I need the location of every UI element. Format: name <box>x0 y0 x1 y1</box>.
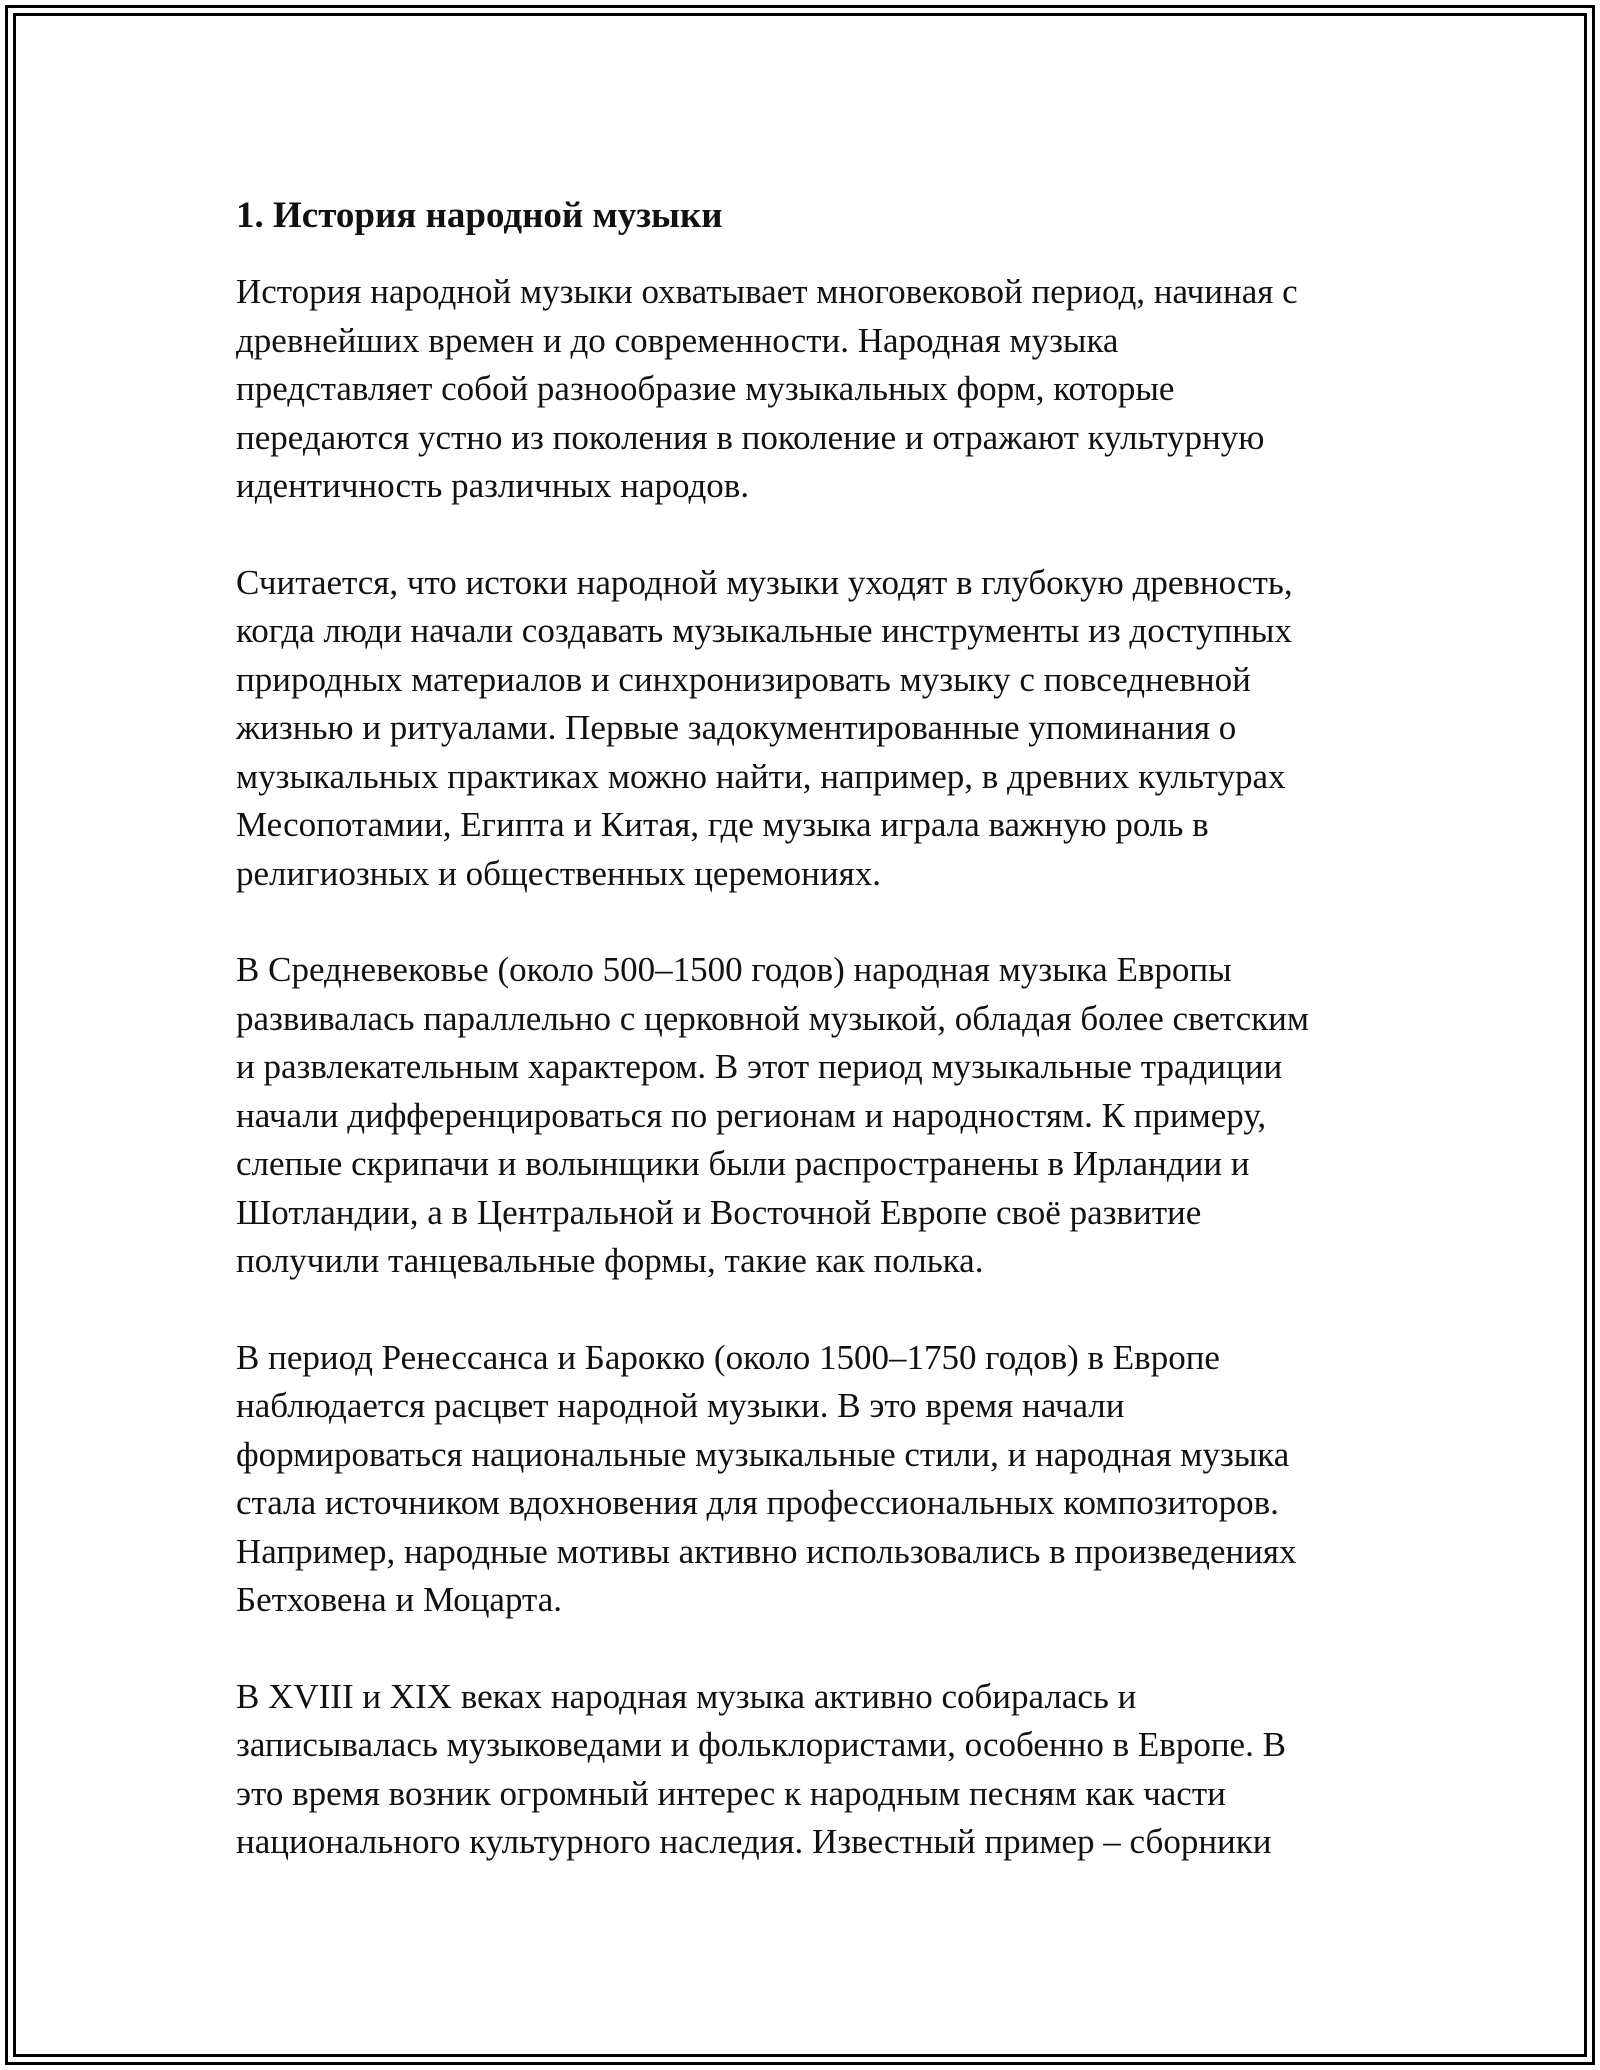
section-heading: 1. История народной музыки <box>236 195 723 236</box>
paragraph-5: В XVIII и XIX веках народная музыка активно собиралась и записывалась музыковедами и фольклористами, особенно в Европе. В это время возник огромный интерес к народным песням как части национального культурного наследия. Известный пример – сборники <box>236 1676 1286 1861</box>
document-body <box>236 188 1376 1915</box>
paragraph-1: История народной музыки охватывает многовековой период, начиная с древнейших времен и до современности. Народная музыка представляет собой разнообразие музыкальных форм, которые передаются устно из поколения в поколение и отражают культурную идентичность различных народов. <box>236 272 1298 505</box>
paragraph-2: Считается, что истоки народной музыки уходят в глубокую древность, когда люди начали создавать музыкальные инструменты из доступных природных материалов и синхронизировать музыку с повседневной жизнью и ритуалами. Первые задокументированные упоминания о музыкальных практиках можно найти, например, в древних культурах Месопотамии, Египта и Китая, где музыка играла важную роль в религиозных и общественных церемониях. <box>236 562 1293 893</box>
paragraph-3: В Средневековье (около 500–1500 годов) народная музыка Европы развивалась параллельно с церковной музыкой, обладая более светским и развлекательным характером. В этот период музыкальные традиции начали дифференцироваться по регионам и народностям. К примеру, слепые скрипачи и волынщики были распространены в Ирландии и Шотландии, а в Центральной и Восточной Европе своё развитие получили танцевальные формы, такие как полька. <box>236 950 1310 1280</box>
paragraph-4: В период Ренессанса и Барокко (около 1500–1750 годов) в Европе наблюдается расцвет народной музыки. В это время начали формироваться национальные музыкальные стили, и народная музыка стала источником вдохновения для профессиональных композиторов. Например, народные мотивы активно использовались в произведениях Бетховена и Моцарта. <box>236 1337 1297 1619</box>
